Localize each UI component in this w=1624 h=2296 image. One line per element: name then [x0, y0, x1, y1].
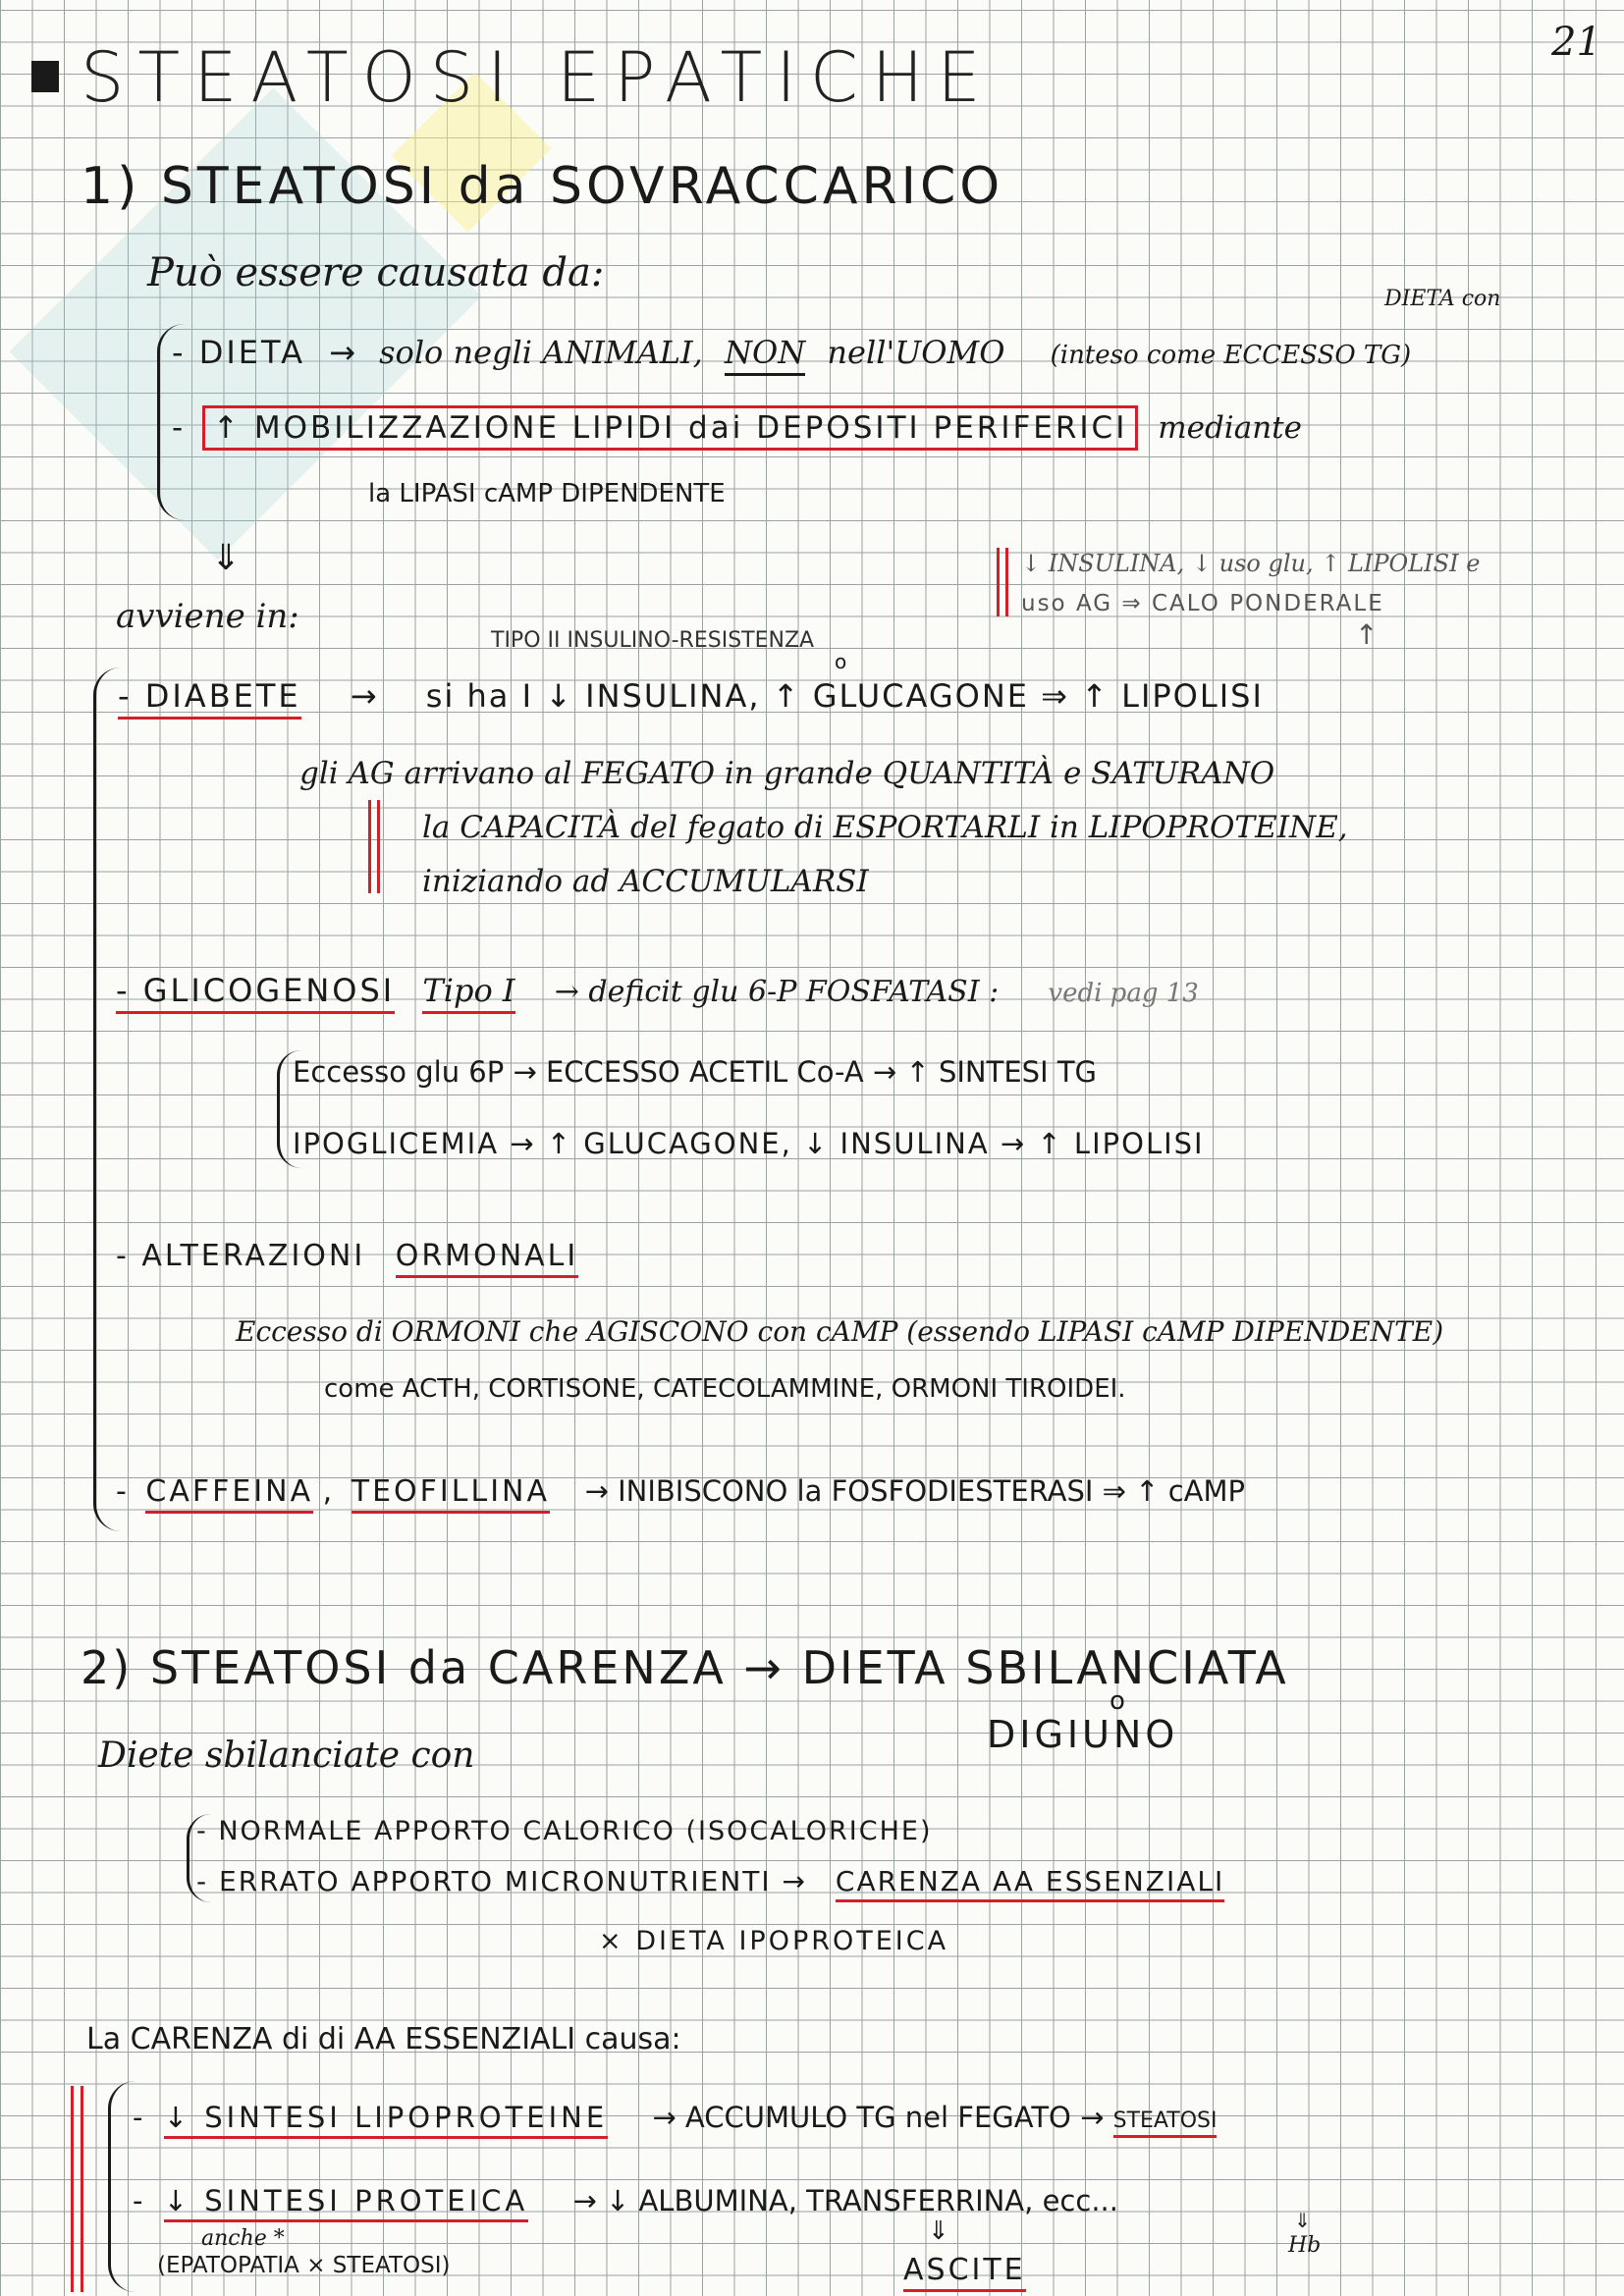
glicogenosi-line3: IPOGLICEMIA → ↑ GLUCAGONE, ↓ INSULINA → ↑ LIPOLISI — [293, 1127, 1205, 1160]
glicogenosi-label: - GLICOGENOSI — [116, 972, 395, 1014]
diabete-line2: gli AG arrivano al FEGATO in grande QUANTITÀ e SATURANO — [299, 756, 1275, 791]
section1-heading: 1) STEATOSI da SOVRACCARICO — [81, 157, 1004, 216]
effect2-sub: (EPATOPATIA × STEATOSI) — [157, 2253, 451, 2278]
ormonali-row — [116, 1239, 578, 1273]
mobilizzazione-after: mediante — [1158, 410, 1302, 446]
brace-conditions — [93, 667, 135, 1531]
side-note-arrow: ↑ — [1355, 618, 1379, 651]
mobilizzazione-row — [172, 410, 1302, 446]
caffeina-b: TEOFILLINA — [352, 1474, 550, 1514]
diabete-text: si ha I ↓ INSULINA, ↑ GLUCAGONE ⇒ ↑ LIPOLISI — [425, 677, 1264, 715]
side-note-bar-1 — [997, 548, 1000, 616]
diabete-above: TIPO II INSULINO-RESISTENZA — [491, 628, 815, 653]
section2-digiuno: DIGIUNO — [987, 1713, 1179, 1756]
section2-item2-red: CARENZA AA ESSENZIALI — [836, 1865, 1224, 1902]
page-number: 21 — [1551, 20, 1601, 65]
dieta-note: (inteso come ECCESSO TG) — [1050, 341, 1412, 370]
down-arrow: ⇓ — [211, 538, 242, 578]
section2-item1: - NORMALE APPORTO CALORICO (ISOCALORICHE) — [196, 1816, 933, 1846]
ascite: ASCITE — [903, 2253, 1026, 2292]
page-title: STEATOSI EPATICHE — [81, 37, 995, 118]
dieta-text: solo negli ANIMALI, — [379, 334, 703, 371]
caffeina-row — [116, 1474, 1245, 1509]
dieta-uomo: nell'UOMO — [827, 334, 1005, 371]
glicogenosi-line2: Eccesso glu 6P → ECCESSO ACETIL Co-A → ↑ SINTESI TG — [293, 1055, 1098, 1089]
mobilizzazione-dash: - — [172, 410, 184, 446]
dieta-note-top: DIETA con — [1384, 287, 1501, 311]
side-note-2: uso AG ⇒ CALO PONDERALE — [1021, 591, 1384, 616]
glicogenosi-row — [116, 972, 1199, 1009]
effect1-row — [133, 2101, 1217, 2134]
diabete-above-o: o — [835, 650, 847, 673]
effect2-dash: - — [133, 2184, 143, 2217]
section2-heading: 2) STEATOSI da CARENZA → DIETA SBILANCIATA — [81, 1641, 1289, 1694]
ormonali-line2: Eccesso di ORMONI che AGISCONO con cAMP (essendo LIPASI cAMP DIPENDENTE) — [236, 1315, 1444, 1348]
section2-carenza: La CARENZA di di AA ESSENZIALI causa: — [86, 2022, 681, 2056]
mobilizzazione-boxed: ↑ MOBILIZZAZIONE LIPIDI dai DEPOSITI PERIFERICI — [202, 405, 1138, 451]
diabete-row — [118, 677, 1264, 715]
glicogenosi-text: → deficit glu 6-P FOSFATASI : — [554, 975, 1000, 1009]
dieta-arrow: → — [329, 334, 355, 371]
dieta-non: NON — [725, 334, 805, 376]
effect2-row — [133, 2184, 1118, 2217]
ormonali-label-b: ORMONALI — [396, 1239, 578, 1278]
section2-item2-row — [196, 1865, 1224, 1897]
effect1-underlined: ↓ SINTESI LIPOPROTEINE — [164, 2101, 608, 2139]
effect1-text: → ACCUMULO TG nel FEGATO → — [652, 2101, 1105, 2134]
effect2-underlined: ↓ SINTESI PROTEICA — [164, 2184, 529, 2222]
side-note-1: ↓ INSULINA, ↓ uso glu, ↑ LIPOLISI e — [1021, 550, 1481, 577]
section1-intro: Può essere causata da: — [147, 250, 605, 295]
ascite-arrow: ⇓ — [928, 2216, 949, 2246]
effect2-text: → ↓ ALBUMINA, TRANSFERRINA, ecc... — [572, 2184, 1118, 2217]
glicogenosi-ref: vedi pag 13 — [1048, 979, 1199, 1008]
dieta-label: - DIETA — [172, 334, 305, 371]
caffeina-comma: , — [322, 1474, 333, 1509]
hb: Hb — [1288, 2233, 1322, 2258]
title-bullet — [31, 61, 59, 92]
section2-item2: - ERRATO APPORTO MICRONUTRIENTI → — [196, 1865, 807, 1897]
diabete-bar-2 — [377, 800, 380, 893]
ormonali-label-a: - ALTERAZIONI — [116, 1239, 366, 1273]
hb-arrow: ⇓ — [1294, 2209, 1311, 2232]
section2-intro: Diete sbilanciate con — [98, 1735, 475, 1776]
side-note-bar-2 — [1005, 548, 1008, 616]
diabete-label: - DIABETE — [118, 677, 301, 720]
diabete-line3: la CAPACITÀ del fegato di ESPORTARLI in LIPOPROTEINE, — [422, 810, 1348, 845]
diabete-arrow: → — [350, 677, 377, 715]
effect1-dash: - — [133, 2101, 143, 2134]
effects-bar-2 — [81, 2086, 83, 2292]
caffeina-dash: - — [116, 1474, 127, 1509]
dieta-row — [172, 334, 1411, 371]
diabete-bar-1 — [368, 800, 371, 893]
avviene-text: avviene in: — [116, 597, 299, 636]
ormonali-line3: come ACTH, CORTISONE, CATECOLAMMINE, ORMONI TIROIDEI. — [324, 1374, 1126, 1404]
section2-item2-sub: × DIETA IPOPROTEICA — [599, 1926, 949, 1956]
caffeina-text: → INIBISCONO la FOSFODIESTERASI ⇒ ↑ cAMP — [584, 1474, 1245, 1508]
caffeina-a: CAFFEINA — [145, 1474, 313, 1514]
glicogenosi-tipo: Tipo I — [422, 972, 514, 1014]
effects-bar-1 — [71, 2086, 74, 2292]
effect2-sub-anche: anche * — [201, 2226, 285, 2251]
diabete-line4: iniziando ad ACCUMULARSI — [422, 864, 869, 899]
effect1-end: STEATOSI — [1113, 2109, 1218, 2138]
section2-o: o — [1110, 1686, 1125, 1716]
mobilizzazione-line2: la LIPASI cAMP DIPENDENTE — [368, 479, 726, 508]
